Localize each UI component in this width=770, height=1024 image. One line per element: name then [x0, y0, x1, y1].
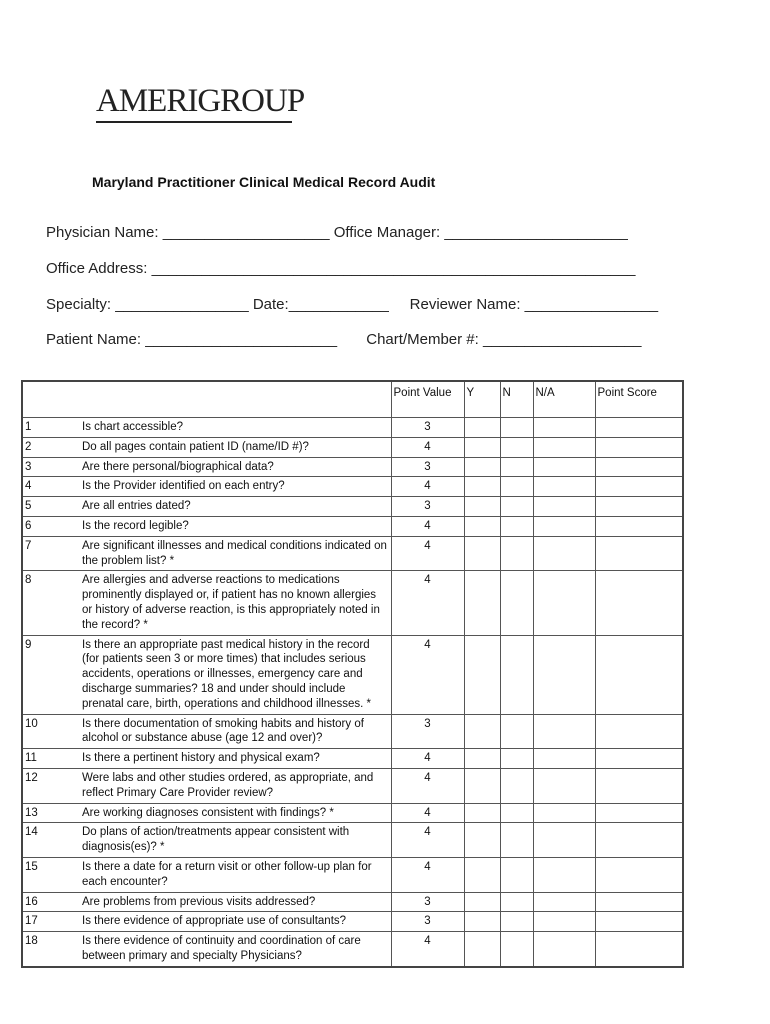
row-y-cell[interactable] — [464, 516, 500, 536]
row-number: 8 — [22, 571, 80, 635]
row-number: 15 — [22, 857, 80, 892]
row-y-cell[interactable] — [464, 536, 500, 571]
row-n-cell[interactable] — [500, 803, 533, 823]
row-point-score-cell[interactable] — [595, 571, 683, 635]
table-row — [22, 803, 683, 823]
row-y-cell[interactable] — [464, 749, 500, 769]
row-question: Are allergies and adverse reactions to medications prominently displayed or, if patient has no known allergies or history of adverse reaction, is this appropriately noted in the record? * — [80, 571, 391, 635]
row-number: 13 — [22, 803, 80, 823]
row-y-cell[interactable] — [464, 912, 500, 932]
row-number: 17 — [22, 912, 80, 932]
row-question: Are working diagnoses consistent with findings? * — [80, 803, 391, 823]
row-question: Is there a pertinent history and physical exam? — [80, 749, 391, 769]
row-number: 18 — [22, 932, 80, 967]
row-number: 6 — [22, 516, 80, 536]
table-row — [22, 857, 683, 892]
row-y-cell[interactable] — [464, 803, 500, 823]
row-n-cell[interactable] — [500, 932, 533, 967]
amerigroup-logo — [96, 83, 305, 126]
row-na-cell[interactable] — [533, 714, 595, 749]
row-question: Are problems from previous visits addressed? — [80, 892, 391, 912]
row-n-cell[interactable] — [500, 749, 533, 769]
table-row — [22, 912, 683, 932]
header-na: N/A — [533, 381, 595, 418]
row-point-score-cell[interactable] — [595, 823, 683, 858]
physician-office-manager-line[interactable]: Physician Name: ____________________ Office Manager: ______________________ — [46, 224, 628, 241]
table-row — [22, 892, 683, 912]
row-number: 3 — [22, 457, 80, 477]
row-point-value: 4 — [391, 536, 464, 571]
row-na-cell[interactable] — [533, 932, 595, 967]
row-na-cell[interactable] — [533, 477, 595, 497]
row-point-score-cell[interactable] — [595, 457, 683, 477]
row-na-cell[interactable] — [533, 516, 595, 536]
row-y-cell[interactable] — [464, 714, 500, 749]
row-y-cell[interactable] — [464, 932, 500, 967]
row-na-cell[interactable] — [533, 912, 595, 932]
row-point-score-cell[interactable] — [595, 516, 683, 536]
row-point-score-cell[interactable] — [595, 714, 683, 749]
row-number: 1 — [22, 418, 80, 438]
row-number: 16 — [22, 892, 80, 912]
row-point-score-cell[interactable] — [595, 497, 683, 517]
row-na-cell[interactable] — [533, 536, 595, 571]
row-n-cell[interactable] — [500, 857, 533, 892]
row-point-value: 4 — [391, 932, 464, 967]
row-n-cell[interactable] — [500, 457, 533, 477]
row-point-value: 3 — [391, 892, 464, 912]
logo-underline — [96, 121, 292, 123]
specialty-date-reviewer-line[interactable]: Specialty: ________________ Date:____________ Reviewer Name: ________________ — [46, 296, 659, 313]
row-number: 12 — [22, 768, 80, 803]
row-point-score-cell[interactable] — [595, 768, 683, 803]
row-na-cell[interactable] — [533, 635, 595, 714]
row-question: Is there evidence of continuity and coordination of care between primary and specialty Physicians? — [80, 932, 391, 967]
row-na-cell[interactable] — [533, 749, 595, 769]
header-number — [22, 381, 80, 418]
row-point-value: 4 — [391, 803, 464, 823]
row-point-value: 4 — [391, 749, 464, 769]
row-point-score-cell[interactable] — [595, 477, 683, 497]
row-n-cell[interactable] — [500, 714, 533, 749]
row-number: 10 — [22, 714, 80, 749]
row-question: Is there documentation of smoking habits and history of alcohol or substance abuse (age 12 and over)? — [80, 714, 391, 749]
patient-chart-line[interactable]: Patient Name: _______________________ Chart/Member #: ___________________ — [46, 331, 642, 348]
row-point-value: 4 — [391, 571, 464, 635]
row-point-value: 4 — [391, 823, 464, 858]
row-n-cell[interactable] — [500, 912, 533, 932]
office-address-line[interactable]: Office Address: __________________________________________________________ — [46, 260, 636, 277]
header-point-value: Point Value — [391, 381, 464, 418]
row-n-cell[interactable] — [500, 892, 533, 912]
row-point-score-cell[interactable] — [595, 437, 683, 457]
row-question: Were labs and other studies ordered, as appropriate, and reflect Primary Care Provider review? — [80, 768, 391, 803]
row-na-cell[interactable] — [533, 571, 595, 635]
row-point-value: 3 — [391, 418, 464, 438]
row-question: Are there personal/biographical data? — [80, 457, 391, 477]
row-point-score-cell[interactable] — [595, 803, 683, 823]
logo-wordmark: AMERIGROUP — [96, 83, 305, 119]
row-point-score-cell[interactable] — [595, 857, 683, 892]
header-n: N — [500, 381, 533, 418]
row-point-value: 3 — [391, 457, 464, 477]
row-number: 5 — [22, 497, 80, 517]
row-y-cell[interactable] — [464, 418, 500, 438]
row-y-cell[interactable] — [464, 477, 500, 497]
row-na-cell[interactable] — [533, 768, 595, 803]
row-number: 4 — [22, 477, 80, 497]
row-point-score-cell[interactable] — [595, 635, 683, 714]
row-n-cell[interactable] — [500, 418, 533, 438]
row-y-cell[interactable] — [464, 635, 500, 714]
row-number: 7 — [22, 536, 80, 571]
row-question: Are significant illnesses and medical conditions indicated on the problem list? * — [80, 536, 391, 571]
table-row — [22, 635, 683, 714]
row-point-value: 4 — [391, 768, 464, 803]
table-row — [22, 749, 683, 769]
row-question: Do plans of action/treatments appear consistent with diagnosis(es)? * — [80, 823, 391, 858]
row-question: Is there an appropriate past medical history in the record (for patients seen 3 or more times) that includes serious accidents, operations or illnesses, emergency care and discharge summaries? 18 and under should include prenatal care, birth, operations and childhood illnesses. * — [80, 635, 391, 714]
row-point-value: 4 — [391, 437, 464, 457]
audit-table-body — [22, 418, 683, 967]
row-question: Are all entries dated? — [80, 497, 391, 517]
row-number: 11 — [22, 749, 80, 769]
row-na-cell[interactable] — [533, 857, 595, 892]
table-row — [22, 536, 683, 571]
row-n-cell[interactable] — [500, 516, 533, 536]
row-n-cell[interactable] — [500, 635, 533, 714]
header-question — [80, 381, 391, 418]
row-point-value: 3 — [391, 714, 464, 749]
row-n-cell[interactable] — [500, 497, 533, 517]
document-title: Maryland Practitioner Clinical Medical Record Audit — [92, 174, 436, 190]
row-na-cell[interactable] — [533, 418, 595, 438]
row-question: Is the Provider identified on each entry? — [80, 477, 391, 497]
row-question: Is the record legible? — [80, 516, 391, 536]
header-y: Y — [464, 381, 500, 418]
row-point-score-cell[interactable] — [595, 892, 683, 912]
row-point-score-cell[interactable] — [595, 912, 683, 932]
row-point-score-cell[interactable] — [595, 418, 683, 438]
row-y-cell[interactable] — [464, 823, 500, 858]
row-y-cell[interactable] — [464, 437, 500, 457]
row-y-cell[interactable] — [464, 768, 500, 803]
row-point-score-cell[interactable] — [595, 932, 683, 967]
row-y-cell[interactable] — [464, 457, 500, 477]
row-na-cell[interactable] — [533, 497, 595, 517]
row-na-cell[interactable] — [533, 892, 595, 912]
row-number: 2 — [22, 437, 80, 457]
row-question: Is there a date for a return visit or other follow-up plan for each encounter? — [80, 857, 391, 892]
row-na-cell[interactable] — [533, 437, 595, 457]
row-point-score-cell[interactable] — [595, 536, 683, 571]
row-point-value: 4 — [391, 477, 464, 497]
table-row — [22, 477, 683, 497]
table-row — [22, 768, 683, 803]
row-point-value: 4 — [391, 516, 464, 536]
table-row — [22, 823, 683, 858]
row-y-cell[interactable] — [464, 892, 500, 912]
row-number: 9 — [22, 635, 80, 714]
row-question: Is there evidence of appropriate use of consultants? — [80, 912, 391, 932]
table-row — [22, 457, 683, 477]
row-na-cell[interactable] — [533, 457, 595, 477]
table-row — [22, 418, 683, 438]
row-question: Do all pages contain patient ID (name/ID #)? — [80, 437, 391, 457]
row-n-cell[interactable] — [500, 477, 533, 497]
header-point-score: Point Score — [595, 381, 683, 418]
row-y-cell[interactable] — [464, 571, 500, 635]
row-y-cell[interactable] — [464, 497, 500, 517]
row-question: Is chart accessible? — [80, 418, 391, 438]
row-n-cell[interactable] — [500, 536, 533, 571]
row-point-score-cell[interactable] — [595, 749, 683, 769]
row-n-cell[interactable] — [500, 823, 533, 858]
row-na-cell[interactable] — [533, 823, 595, 858]
audit-table — [21, 380, 684, 968]
table-row — [22, 497, 683, 517]
row-na-cell[interactable] — [533, 803, 595, 823]
table-row — [22, 932, 683, 967]
row-n-cell[interactable] — [500, 571, 533, 635]
row-point-value: 3 — [391, 497, 464, 517]
table-row — [22, 714, 683, 749]
row-point-value: 3 — [391, 912, 464, 932]
row-point-value: 4 — [391, 857, 464, 892]
table-row — [22, 571, 683, 635]
row-y-cell[interactable] — [464, 857, 500, 892]
table-row — [22, 437, 683, 457]
row-n-cell[interactable] — [500, 768, 533, 803]
row-number: 14 — [22, 823, 80, 858]
table-row — [22, 516, 683, 536]
row-n-cell[interactable] — [500, 437, 533, 457]
table-header-row — [22, 381, 683, 418]
audit-table-container — [21, 380, 682, 968]
row-point-value: 4 — [391, 635, 464, 714]
